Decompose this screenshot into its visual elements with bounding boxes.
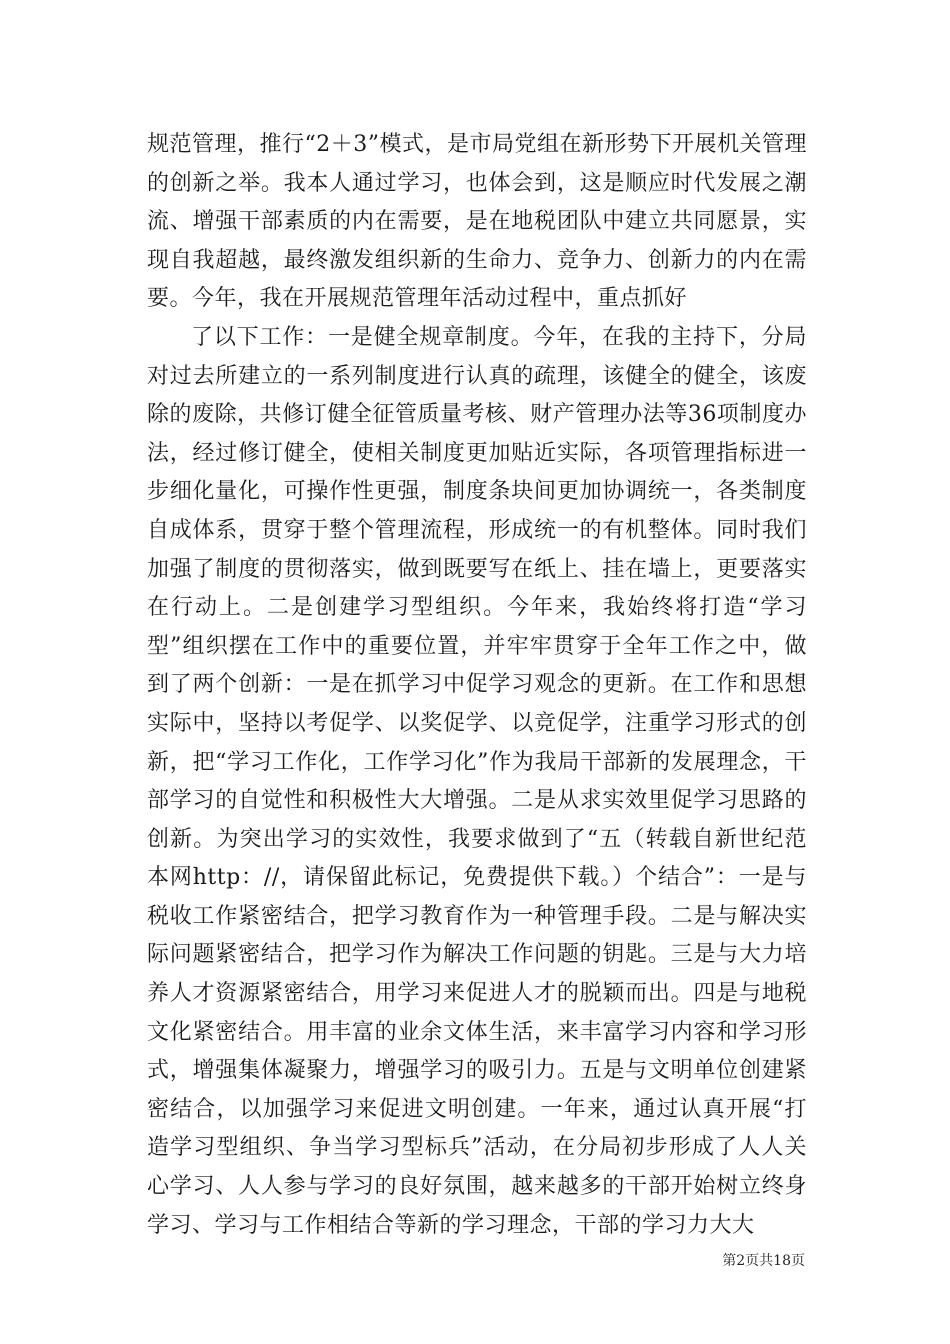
body-text bbox=[147, 126, 807, 1245]
paragraph-1: 规范管理，推行“2＋3”模式，是市局党组在新形势下开展机关管理的创新之举。我本人通过学习，也体会到，这是顺应时代发展之潮流、增强干部素质的内在需要，是在地税团队中建立共同愿景，实现自我超越，最终激发组织新的生命力、竞争力、创新力的内在需要。今年，我在开展规范管理年活动过程中，重点抓好 bbox=[147, 132, 807, 312]
paragraph-2: 了以下工作：一是健全规章制度。今年，在我的主持下，分局对过去所建立的一系列制度进行认真的疏理，该健全的健全，该废除的废除，共修订健全征管质量考核、财产管理办法等36项制度办法，经过修订健全，使相关制度更加贴近实际，各项管理指标进一步细化量化，可操作性更强，制度条块间更加协调统一，各类制度自成体系，贯穿于整个管理流程，形成统一的有机整体。同时我们加强了制度的贯彻落实，做到既要写在纸上、挂在墙上，更要落实在行动上。二是创建学习型组织。今年来，我始终将打造“学习型”组织摆在工作中的重要位置，并牢牢贯穿于全年工作之中，做到了两个创新：一是在抓学习中促学习观念的更新。在工作和思想实际中，坚持以考促学、以奖促学、以竞促学，注重学习形式的创新，把“学习工作化，工作学习化”作为我局干部新的发展理念，干部学习的自觉性和积极性大大增强。二是从求实效里促学习思路的创新。为突出学习的实效性，我要求做到了“五（转载自新世纪范本网http：//，请保留此标记，免费提供下载。）个结合”：一是与税收工作紧密结合，把学习教育作为一种管理手段。二是与解决实际问题紧密结合，把学习作为解决工作问题的钥匙。三是与大力培养人才资源紧密结合，用学习来促进人才的脱颖而出。四是与地税文化紧密结合。用丰富的业余文体生活，来丰富学习内容和学习形式，增强集体凝聚力，增强学习的吸引力。五是与文明单位创建紧密结合，以加强学习来促进文明创建。一年来，通过认真开展“打造学习型组织、争当学习型标兵”活动，在分局初步形成了人人关心学习、人人参与学习的良好氛围，越来越多的干部开始树立终身学习、学习与工作相结合等新的学习理念，干部的学习力大大 bbox=[147, 324, 807, 1238]
page-number-footer: 第2页共18页 bbox=[722, 1253, 805, 1269]
